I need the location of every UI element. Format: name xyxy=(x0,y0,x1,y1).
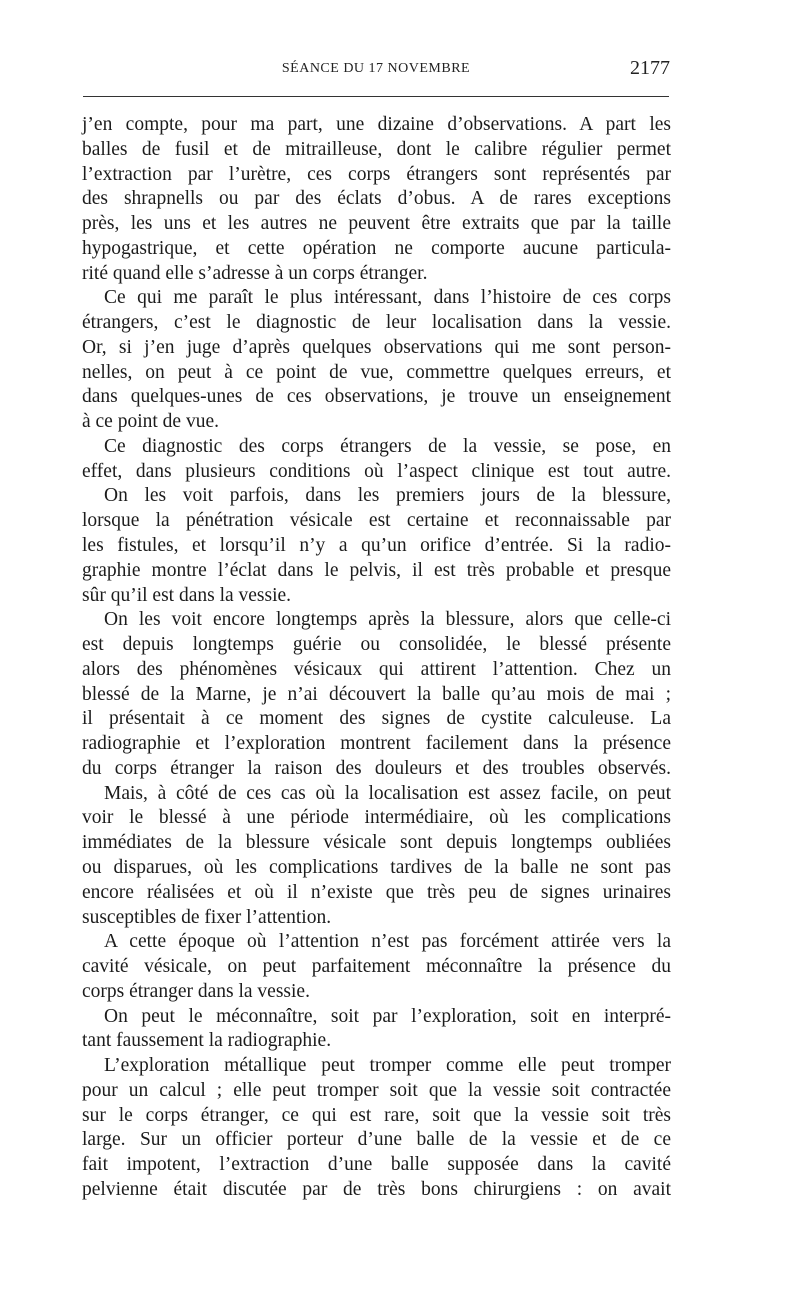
text-line: les fistules, et lorsqu’il n’y a qu’un orifice d’entrée. Si la radio- xyxy=(82,535,671,557)
text-line: nelles, on peut à ce point de vue, commettre quelques erreurs, et xyxy=(82,361,671,383)
text-line: Ce diagnostic des corps étrangers de la vessie, se pose, en xyxy=(104,435,671,457)
running-head xyxy=(82,57,670,87)
body-text xyxy=(82,113,671,1203)
text-line: A cette époque où l’attention n’est pas forcément attirée vers la xyxy=(104,931,671,953)
text-line: encore réalisées et où il n’existe que très peu de signes urinaires xyxy=(82,881,671,903)
text-line: il présentait à ce moment des signes de cystite calculeuse. La xyxy=(82,708,671,730)
text-line: On les voit parfois, dans les premiers jours de la blessure, xyxy=(104,485,671,507)
text-line: du corps étranger la raison des douleurs et des troubles observés. xyxy=(82,757,671,779)
page-number: 2177 xyxy=(630,57,670,79)
text-line: blessé de la Marne, je n’ai découvert la balle qu’au mois de mai ; xyxy=(82,683,671,705)
text-line: On peut le méconnaître, soit par l’exploration, soit en interpré- xyxy=(104,1005,671,1027)
text-line: effet, dans plusieurs conditions où l’aspect clinique est tout autre. xyxy=(82,460,671,482)
text-line: radiographie et l’exploration montrent facilement dans la présence xyxy=(82,733,671,755)
text-line: j’en compte, pour ma part, une dizaine d’observations. A part les xyxy=(82,114,671,135)
text-line: rité quand elle s’adresse à un corps étranger. xyxy=(82,262,428,284)
text-line: étrangers, c’est le diagnostic de leur localisation dans la vessie. xyxy=(82,312,671,334)
text-line: lorsque la pénétration vésicale est certaine et reconnaissable par xyxy=(82,510,671,532)
text-line: pour un calcul ; elle peut tromper soit que la vessie soit contractée xyxy=(82,1079,671,1101)
text-line: près, les uns et les autres ne peuvent être extraits que par la taille xyxy=(82,213,671,235)
header-rule xyxy=(83,96,669,97)
text-line: est depuis longtemps guérie ou consolidée, le blessé présente xyxy=(82,634,671,656)
text-line: sûr qu’il est dans la vessie. xyxy=(82,584,292,606)
text-line: balles de fusil et de mitrailleuse, dont le calibre régulier permet xyxy=(82,138,671,160)
text-line: immédiates de la blessure vésicale sont depuis longtemps oubliées xyxy=(82,832,671,854)
text-line: On les voit encore longtemps après la blessure, alors que celle-ci xyxy=(104,609,671,631)
text-line: graphie montre l’éclat dans le pelvis, il est très probable et presque xyxy=(82,559,671,581)
text-line: à ce point de vue. xyxy=(82,411,219,433)
text-line: susceptibles de fixer l’attention. xyxy=(82,906,332,928)
text-line: Or, si j’en juge d’après quelques observations qui me sont person- xyxy=(82,336,671,358)
text-line: sur le corps étranger, ce qui est rare, soit que la vessie soit très xyxy=(82,1104,671,1126)
text-line: pelvienne était discutée par de très bons chirurgiens : on avait xyxy=(82,1178,671,1200)
running-title: SÉANCE DU 17 NOVEMBRE xyxy=(281,61,471,76)
text-line: hypogastrique, et cette opération ne comporte aucune particula- xyxy=(82,237,671,259)
text-line: dans quelques-unes de ces observations, je trouve un enseignement xyxy=(82,386,671,408)
text-line: large. Sur un officier porteur d’une balle de la vessie et de ce xyxy=(82,1129,671,1151)
text-line: L’exploration métallique peut tromper comme elle peut tromper xyxy=(104,1055,671,1077)
text-line: voir le blessé à une période intermédiaire, où les complications xyxy=(82,807,671,829)
text-line: Mais, à côté de ces cas où la localisation est assez facile, on peut xyxy=(104,782,671,804)
text-line: corps étranger dans la vessie. xyxy=(82,980,310,1002)
text-line: alors des phénomènes vésicaux qui attirent l’attention. Chez un xyxy=(82,658,671,680)
text-line: ou disparues, où les complications tardives de la balle ne sont pas xyxy=(82,856,671,878)
text-line: tant faussement la radiographie. xyxy=(82,1030,332,1052)
text-line: Ce qui me paraît le plus intéressant, dans l’histoire de ces corps xyxy=(104,287,671,309)
text-line: l’extraction par l’urètre, ces corps étrangers sont représentés par xyxy=(82,163,671,185)
text-line: des shrapnells ou par des éclats d’obus. A de rares exceptions xyxy=(82,188,671,210)
text-line: cavité vésicale, on peut parfaitement méconnaître la présence du xyxy=(82,956,671,978)
text-line: fait impotent, l’extraction d’une balle supposée dans la cavité xyxy=(82,1154,671,1176)
